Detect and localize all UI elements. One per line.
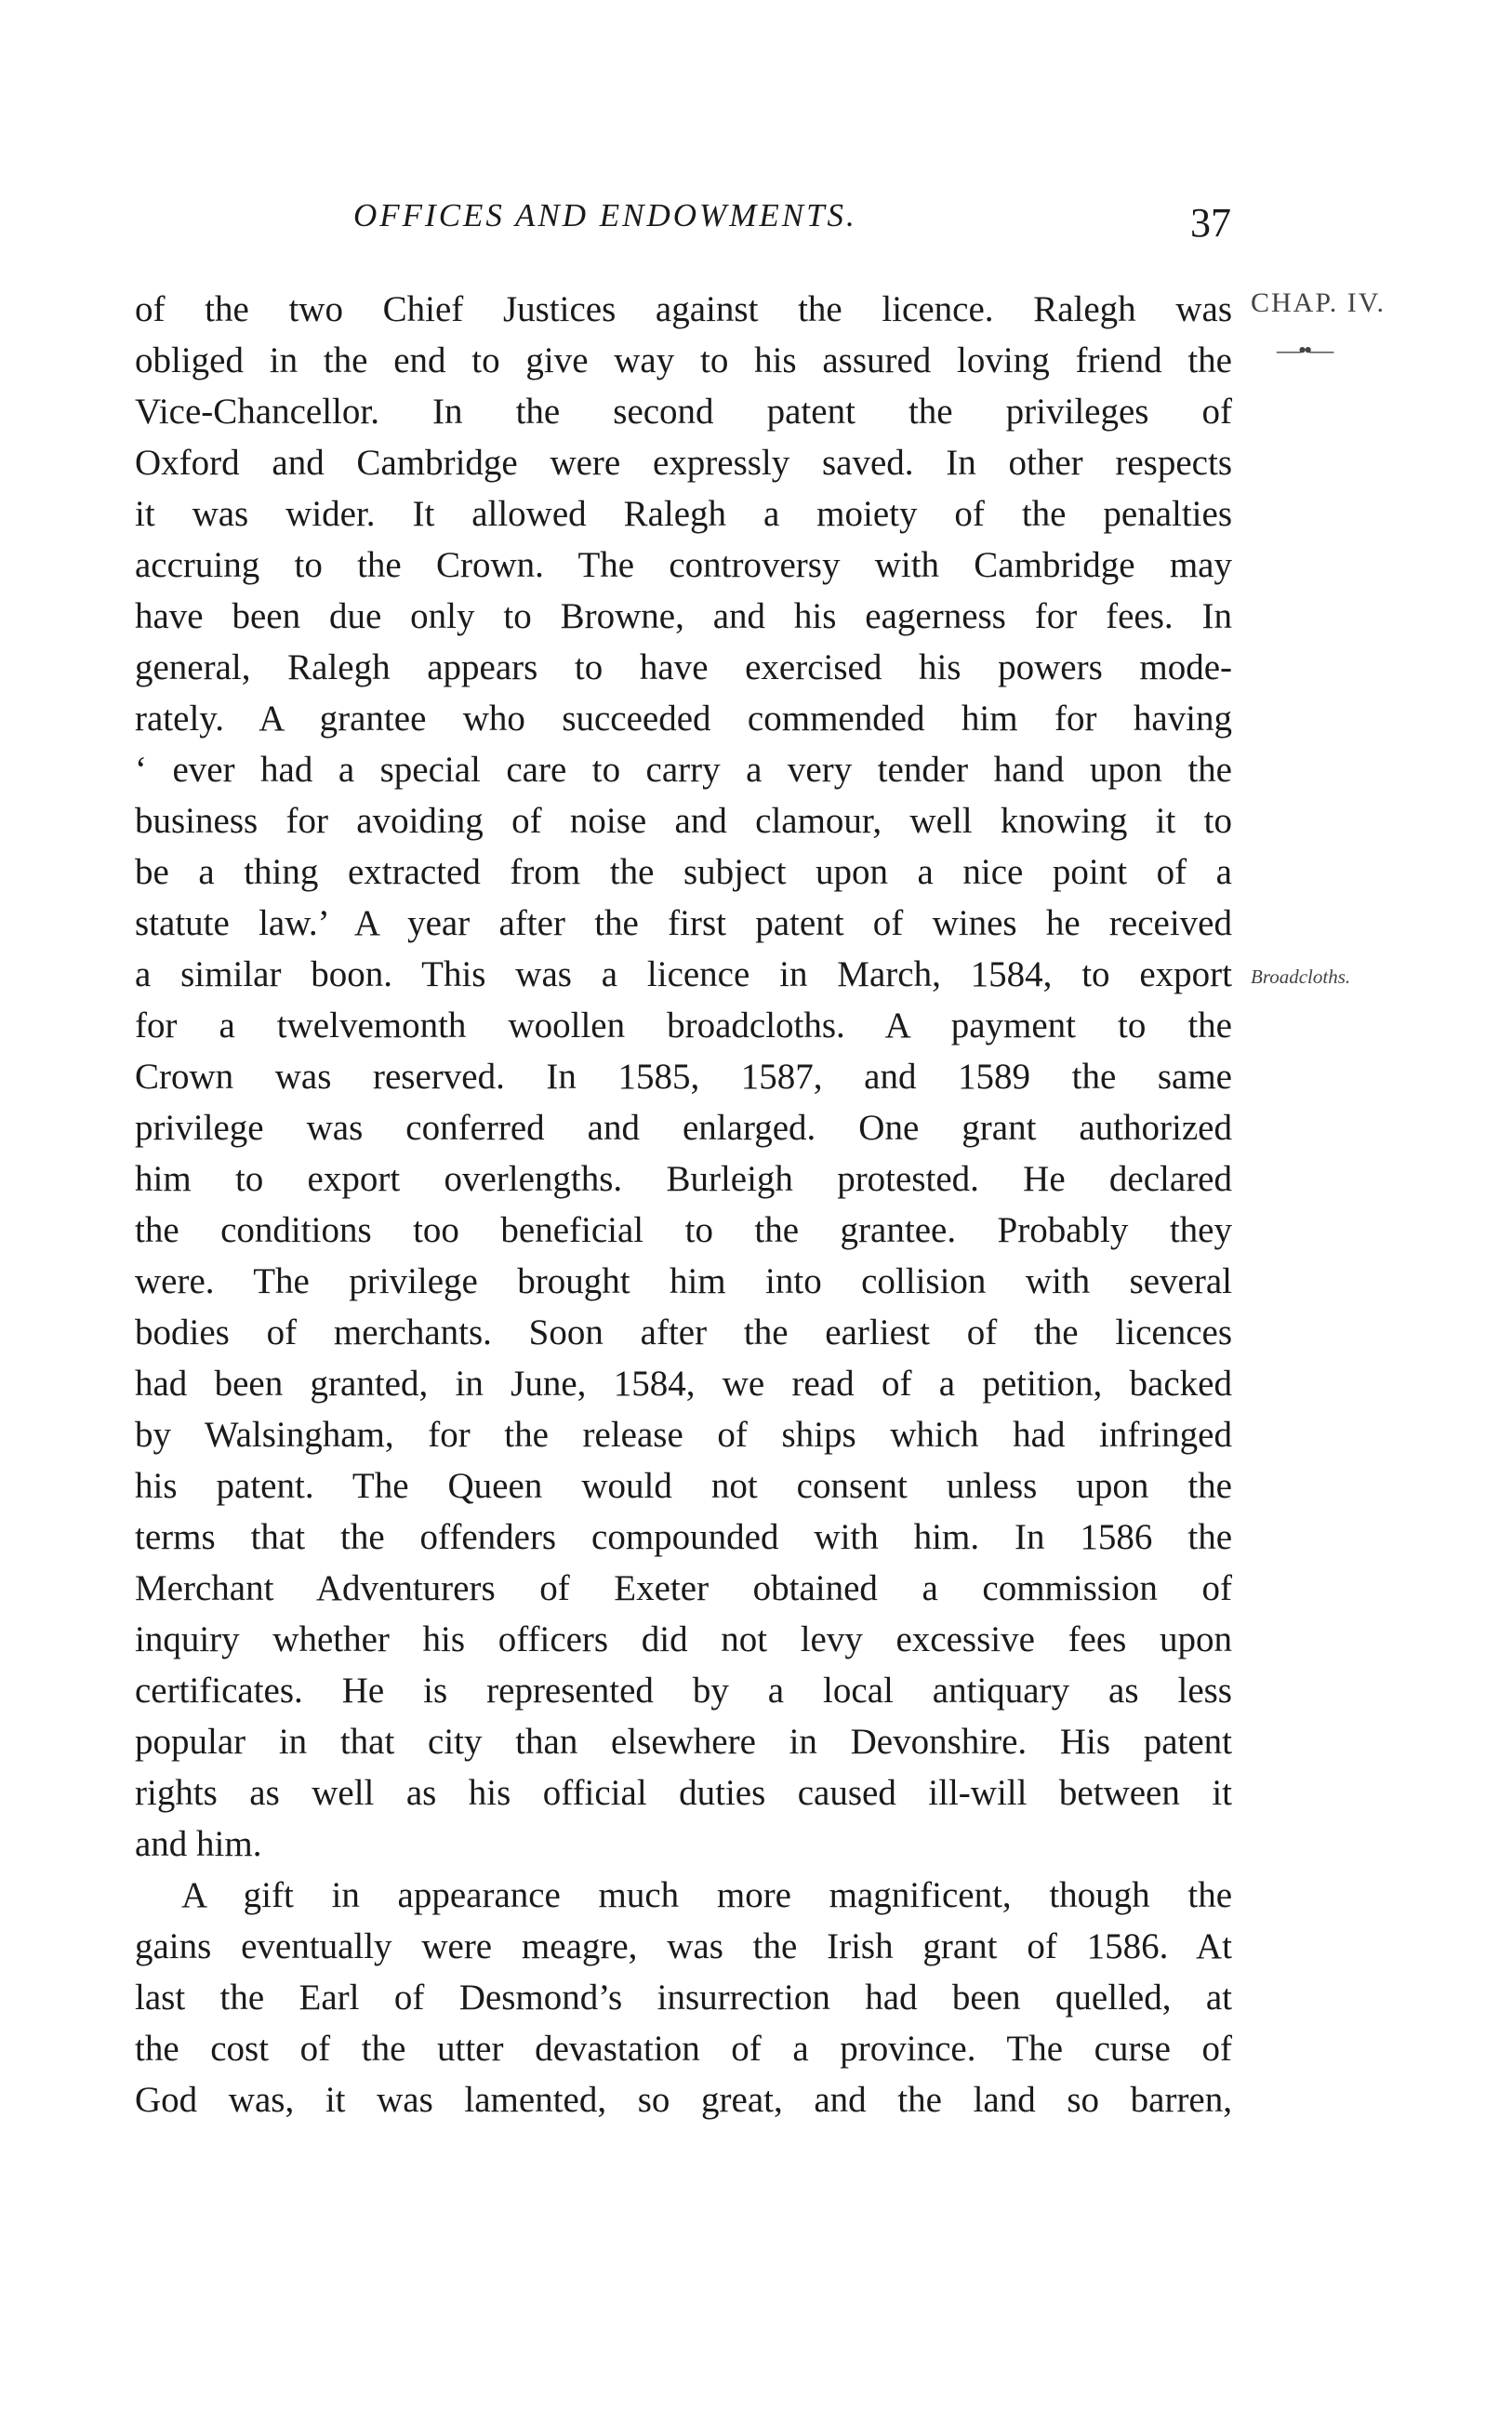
text-line: privilege was conferred and enlarged. One grant authorized: [135, 1108, 1232, 1148]
text-line: certificates. He is represented by a local antiquary as less: [135, 1671, 1232, 1711]
text-line: the cost of the utter devastation of a province. The curse of: [135, 2029, 1232, 2069]
text-line: ‘ ever had a special care to carry a very tender hand upon the: [135, 750, 1232, 790]
text-line: the conditions too beneficial to the grantee. Probably they: [135, 1210, 1232, 1250]
text-line: by Walsingham, for the release of ships which had infringed: [135, 1415, 1232, 1455]
text-line: and him.: [135, 1824, 262, 1864]
body-text: [135, 284, 1232, 2125]
side-note-broadcloths: Broadcloths.: [1251, 966, 1351, 988]
text-line: bodies of merchants. Soon after the earliest of the licences: [135, 1312, 1232, 1352]
text-line: him to export overlengths. Burleigh protested. He declared: [135, 1159, 1232, 1199]
chapter-marker: CHAP. IV.: [1251, 287, 1386, 318]
text-line: rights as well as his official duties caused ill-will between it: [135, 1773, 1232, 1813]
text-line: were. The privilege brought him into collision with several: [135, 1261, 1232, 1301]
text-line: Oxford and Cambridge were expressly saved. In other respects: [135, 443, 1232, 483]
text-line: business for avoiding of noise and clamour, well knowing it to: [135, 801, 1232, 841]
running-head: OFFICES AND ENDOWMENTS.: [353, 197, 857, 233]
text-line: terms that the offenders compounded with him. In 1586 the: [135, 1517, 1232, 1557]
text-line: a similar boon. This was a licence in March, 1584, to export: [135, 954, 1232, 994]
page-number: 37: [1190, 200, 1231, 246]
text-line: his patent. The Queen would not consent unless upon the: [135, 1466, 1232, 1506]
text-line: gains eventually were meagre, was the Irish grant of 1586. At: [135, 1926, 1232, 1966]
text-line: be a thing extracted from the subject upon a nice point of a: [135, 852, 1232, 892]
text-line: popular in that city than elsewhere in Devonshire. His patent: [135, 1722, 1232, 1762]
text-line: A gift in appearance much more magnificent, though the: [181, 1875, 1232, 1915]
text-line: accruing to the Crown. The controversy with Cambridge may: [135, 545, 1232, 585]
text-line: Crown was reserved. In 1585, 1587, and 1589 the same: [135, 1057, 1232, 1097]
text-line: for a twelvemonth woollen broadcloths. A payment to the: [135, 1006, 1232, 1046]
text-line: God was, it was lamented, so great, and the land so barren,: [135, 2080, 1232, 2120]
text-line: rately. A grantee who succeeded commended him for having: [135, 699, 1232, 739]
text-line: of the two Chief Justices against the licence. Ralegh was: [135, 289, 1232, 329]
text-line: it was wider. It allowed Ralegh a moiety of the penalties: [135, 494, 1232, 534]
text-line: obliged in the end to give way to his assured loving friend the: [135, 340, 1232, 380]
text-line: statute law.’ A year after the first patent of wines he received: [135, 903, 1232, 943]
text-line: Vice-Chancellor. In the second patent the privileges of: [135, 392, 1232, 432]
text-line: had been granted, in June, 1584, we read of a petition, backed: [135, 1364, 1232, 1404]
text-line: last the Earl of Desmond’s insurrection had been quelled, at: [135, 1978, 1232, 2018]
text-line: inquiry whether his officers did not levy excessive fees upon: [135, 1619, 1232, 1659]
text-line: Merchant Adventurers of Exeter obtained a commission of: [135, 1568, 1232, 1608]
text-line: have been due only to Browne, and his eagerness for fees. In: [135, 596, 1232, 636]
ornament-rule: —••—: [1277, 337, 1332, 364]
text-line: general, Ralegh appears to have exercised his powers mode-: [135, 647, 1232, 687]
